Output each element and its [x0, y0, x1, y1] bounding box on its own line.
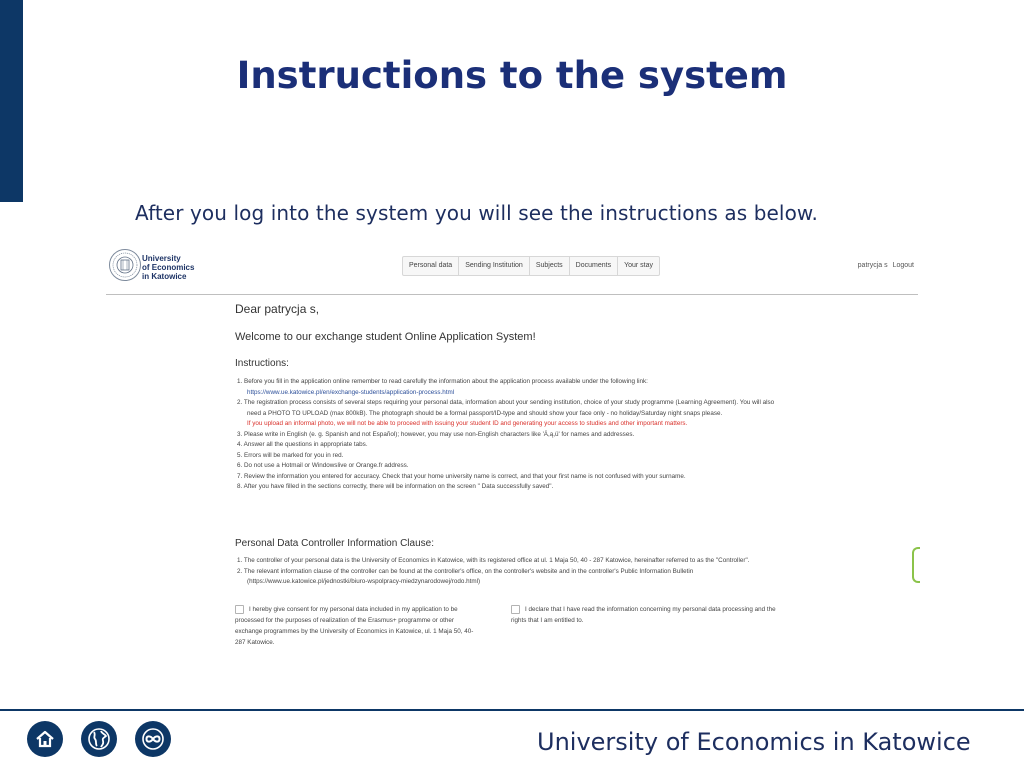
university-logo[interactable] — [108, 248, 195, 286]
consent-declaration-checkbox[interactable] — [511, 605, 520, 614]
slide-title: Instructions to the system — [236, 54, 788, 97]
slide-subtitle: After you log into the system you will see the instructions as below. — [135, 201, 818, 225]
scroll-indicator[interactable] — [912, 547, 920, 583]
list-item: 3. Please write in English (e. g. Spanish and not Español); however, you may use non-English characters like 'Ä,ą,ü' for names and addresses. — [237, 430, 635, 438]
data-controller-list — [235, 556, 780, 588]
list-item: 6. Do not use a Hotmail or Windowslive or Orange.fr address. — [237, 462, 409, 469]
footer-university-name: University of Economics in Katowice — [537, 728, 971, 756]
application-process-link[interactable]: https://www.ue.katowice.pl/en/exchange-students/application-process.html — [247, 388, 455, 396]
tab-documents[interactable]: Documents — [570, 257, 618, 275]
user-area — [855, 262, 914, 269]
list-item: 4. Answer all the questions in appropriate tabs. — [237, 441, 368, 448]
globe-icon[interactable] — [81, 721, 117, 757]
instructions-list — [235, 377, 780, 493]
nav-tabs — [402, 256, 660, 276]
instructions-heading: Instructions: — [235, 358, 289, 369]
application-screenshot — [106, 244, 918, 659]
consent-declaration-label: I declare that I have read the information concerning my personal data processing and the rights that I am entitled to. — [511, 606, 776, 624]
list-item: 7. Review the information you entered for accuracy. Check that your home university name is correct, and that your first name is not confused with your surname. — [237, 472, 686, 480]
consent-declaration — [511, 604, 781, 626]
footer-divider — [0, 709, 1024, 711]
university-seal-icon — [108, 248, 142, 282]
list-item: 5. Errors will be marked for you in red. — [237, 451, 344, 459]
list-item: 1. The controller of your personal data is the University of Economics in Katowice, with its registered office at ul. 1 Maja 50, 40 - 287 Katowice, hereinafter referred to as the "Controller". — [237, 557, 750, 564]
rodo-link[interactable]: (https://www.ue.katowice.pl/jednostki/biuro-wspolpracy-miedzynarodowej/rodo.html) — [247, 578, 481, 585]
tab-subjects[interactable]: Subjects — [530, 257, 570, 275]
user-name[interactable]: patrycja s — [857, 262, 888, 269]
greeting: Dear patrycja s, — [235, 302, 320, 316]
consent-processing-label: I hereby give consent for my personal data included in my application to be processed for the purposes of realization of the Erasmus+ programme or other exchange programmes by the University of Economics in Katowice, ul. 1 Maja 50, 40-287 Katowice. — [235, 606, 474, 646]
list-item: 2. The relevant information clause of the controller can be found at the controller's office, on the controller's website and in the controller's Public Information Bulletin (https://www.ue.katowice.pl/jednostki/biuro-wspolpracy-miedzynarodowej/rodo.html) — [237, 567, 694, 585]
logout-link[interactable]: Logout — [892, 262, 914, 269]
logo-text: University of Economics in Katowice — [142, 254, 195, 281]
consent-processing-checkbox[interactable] — [235, 605, 244, 614]
tab-sending-institution[interactable]: Sending Institution — [459, 257, 530, 275]
header-divider — [106, 294, 918, 295]
tab-your-stay[interactable]: Your stay — [624, 262, 654, 269]
infinity-icon[interactable] — [135, 721, 171, 757]
photo-warning: If you upload an informal photo, we will not be able to proceed with issuing your student ID and generating your access to studies and other important matters. — [247, 420, 688, 427]
data-controller-heading: Personal Data Controller Information Clause: — [235, 538, 434, 549]
welcome-heading: Welcome to our exchange student Online Application System! — [235, 331, 536, 343]
consent-processing — [235, 604, 480, 648]
home-icon[interactable] — [27, 721, 63, 757]
list-item: 8. After you have filled in the sections correctly, there will be information on the screen " Data successfully saved". — [237, 483, 554, 490]
tab-personal-data[interactable]: Personal data — [403, 257, 459, 275]
side-accent-bar — [0, 0, 23, 202]
list-item: 1. Before you fill in the application online remember to read carefully the information about the application process available under the following link: https://www.ue.katowice.pl/en/exchange-students/application-process.html — [237, 378, 648, 396]
list-item: 2. The registration process consists of several steps requiring your personal data, information about your sending institution, choice of your study programme (Learning Agreement). You will also need a PHOTO TO UPLOAD (max 800kB). The photograph should be a formal passport/ID-type and should show your face only - no holiday/Saturday night snaps please. — [237, 399, 775, 417]
